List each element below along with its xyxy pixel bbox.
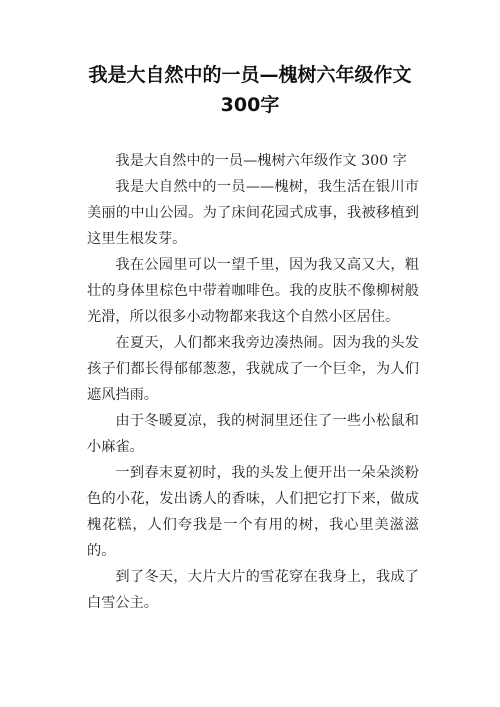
paragraph: 到了冬天，大片大片的雪花穿在我身上，我成了白雪公主。 [87, 569, 419, 611]
paragraph: 一到春末夏初时，我的头发上便开出一朵朵淡粉色的小花，发出诱人的香味，人们把它打下来，做成槐花糕，人们夸我是一个有用的树，我心里美滋滋的。 [87, 465, 419, 559]
paragraph: 在夏天，人们都来我旁边凑热闹。因为我的头发孩子们都长得郁郁葱葱，我就成了一个巨伞，为人们遮风挡雨。 [87, 335, 419, 403]
document-body [87, 148, 419, 616]
paragraph: 我是大自然中的一员——槐树，我生活在银川市美丽的中山公园。为了床间花园式成事，我被移植到这里生根发芽。 [87, 179, 419, 247]
paragraph-subtitle: 我是大自然中的一员—槐树六年级作文 300 字 [115, 153, 407, 169]
document-title: 我是大自然中的一员—槐树六年级作文300字 [88, 64, 412, 116]
paragraph: 我在公园里可以一望千里，因为我又高又大，粗壮的身体里棕色中带着咖啡色。我的皮肤不像柳树般光滑，所以很多小动物都来我这个自然小区居住。 [87, 257, 419, 325]
paragraph: 由于冬暖夏凉，我的树洞里还住了一些小松鼠和小麻雀。 [87, 413, 419, 455]
